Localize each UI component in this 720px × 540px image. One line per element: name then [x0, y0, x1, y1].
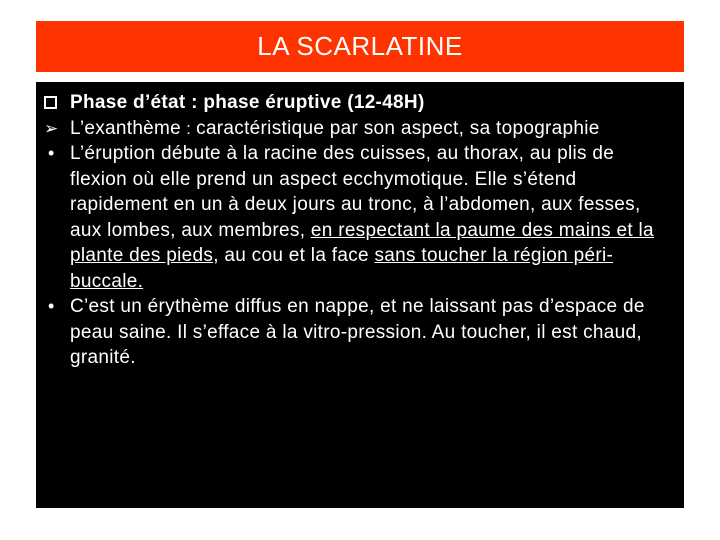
- erythema-text: C’est un érythème diffus en nappe, et ne laissant pas d’espace de peau saine. Il s’efface à la vitro-pression. Au toucher, il est chaud, granité.: [70, 296, 645, 368]
- arrow-bullet-icon: ➢: [44, 118, 59, 138]
- eruption-text-part2: , au cou et la face: [213, 245, 375, 266]
- dot-bullet-icon: •: [48, 143, 55, 163]
- eruption-point: [44, 141, 674, 294]
- dot-bullet-icon: •: [48, 296, 55, 316]
- exanthem-separator: :: [181, 118, 197, 138]
- checkbox-bullet-icon: [44, 90, 66, 117]
- slide-title: LA SCARLATINE: [257, 31, 463, 61]
- eruption-underlined-perioral: sans toucher la région péri-buccale.: [70, 245, 614, 292]
- eruption-text-part1: L’éruption débute à la racine des cuisses, au thorax, au plis de flexion où elle prend un aspect ecchymotique. Elle s’étend rapidement en un à deux jours au tronc, à l’abdomen, aux fesses, aux lombes, aux membres,: [70, 143, 641, 241]
- heading-line: [44, 90, 674, 116]
- exanthem-text: caractéristique par son aspect, sa topographie: [196, 117, 600, 139]
- slide-title-bar: [36, 21, 684, 72]
- slide-content: [36, 82, 684, 508]
- section-heading: Phase d’état : phase éruptive (12-48H): [70, 92, 425, 113]
- exanthem-label: L’exanthème: [70, 117, 182, 139]
- eruption-underlined-palms: en respectant la paume des mains et la plante des pieds: [70, 219, 654, 266]
- exanthem-line: [44, 116, 674, 142]
- erythema-point: [44, 294, 674, 371]
